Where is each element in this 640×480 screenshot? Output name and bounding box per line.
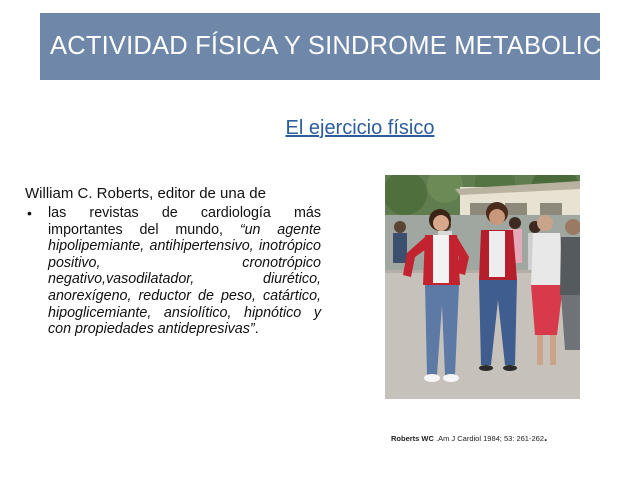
reference-end: .	[544, 430, 548, 444]
bullet-item	[48, 205, 321, 338]
reference-author: Roberts WC	[391, 434, 434, 443]
slide-subtitle: El ejercicio físico	[285, 117, 435, 139]
reference-citation	[391, 430, 547, 444]
bullet-end-text: .	[254, 321, 259, 338]
subtitle-container	[0, 117, 640, 140]
group-exercise-photo	[385, 175, 580, 399]
photo-illustration	[385, 175, 580, 399]
slide-title: ACTIVIDAD FÍSICA Y SINDROME METABOLICO	[50, 32, 622, 60]
reference-text: .Am J Cardiol 1984; 53: 261-262	[433, 434, 544, 443]
bullet-icon: •	[27, 205, 32, 221]
bullet-plain-text: las revistas de cardiología más importantes del mundo,	[48, 205, 321, 238]
title-bar	[40, 13, 622, 80]
bullet-quote-text: “un agente hipolipemiante, antihipertensivo, inotrópico positivo, cronotrópico negativo,vasodilatador, diurético, anorexígeno, reductor de peso, catártico, hipoglicemiante, ansiolítico, hipnótico y con propiedades antidepresivas”	[48, 221, 321, 338]
intro-text: William C. Roberts, editor de una de	[25, 185, 266, 202]
